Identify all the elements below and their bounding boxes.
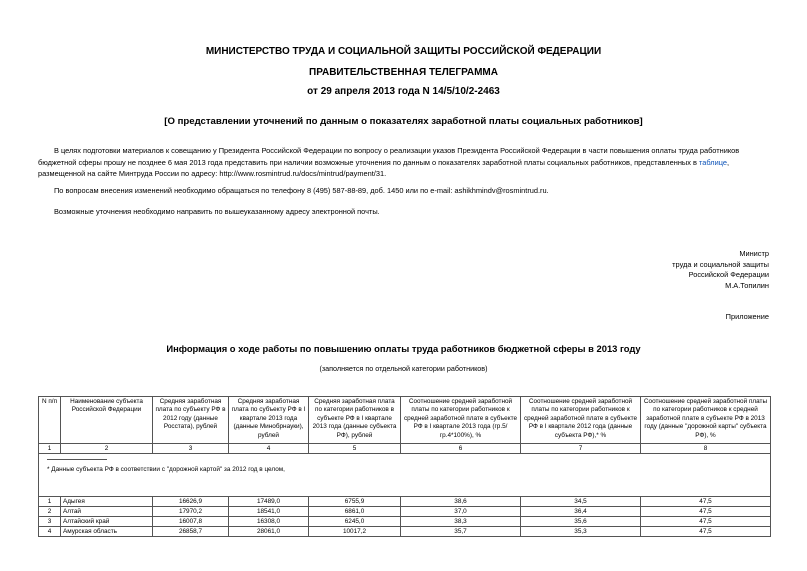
table-row bbox=[39, 527, 771, 537]
column-header: Соотношение средней заработной платы по категории работников к средней заработной плате в субъекте РФ в I квартале 2012 года (данные субъекта РФ),* % bbox=[521, 397, 641, 444]
document-subject: [О представлении уточнений по данным о показателях заработной платы социальных работников] bbox=[164, 116, 643, 127]
table-cell: 16308,0 bbox=[229, 517, 309, 527]
table-cell: 18541,0 bbox=[229, 507, 309, 517]
table-cell: 36,4 bbox=[521, 507, 641, 517]
appendix-subtitle: (заполняется по отдельной категории работников) bbox=[319, 364, 488, 373]
appendix-label: Приложение bbox=[725, 312, 769, 321]
row-number: 4 bbox=[39, 527, 61, 537]
table-cell: 10017,2 bbox=[309, 527, 401, 537]
table-cell: 38,3 bbox=[401, 517, 521, 527]
column-number: 5 bbox=[309, 444, 401, 454]
footnote-cell bbox=[39, 454, 771, 497]
table-row bbox=[39, 507, 771, 517]
table-cell: 6861,0 bbox=[309, 507, 401, 517]
column-header: Наименование субъекта Российской Федерации bbox=[61, 397, 153, 444]
table-cell: 35,3 bbox=[521, 527, 641, 537]
table-row bbox=[39, 517, 771, 527]
column-number: 1 bbox=[39, 444, 61, 454]
region-name: Амурская область bbox=[61, 527, 153, 537]
row-number: 3 bbox=[39, 517, 61, 527]
table-header-row bbox=[39, 397, 771, 444]
column-number: 7 bbox=[521, 444, 641, 454]
table-cell: 35,7 bbox=[401, 527, 521, 537]
region-name: Алтайский край bbox=[61, 517, 153, 527]
table-cell: 38,6 bbox=[401, 497, 521, 507]
signature-name: М.А.Топилин bbox=[725, 281, 769, 290]
table-cell: 37,0 bbox=[401, 507, 521, 517]
column-number: 8 bbox=[641, 444, 771, 454]
row-number: 1 bbox=[39, 497, 61, 507]
footnote-text: * Данные субъекта РФ в соответствии с "дорожной картой" за 2012 год в целом, bbox=[47, 466, 285, 473]
document-date-number: от 29 апреля 2013 года N 14/5/10/2-2463 bbox=[307, 86, 500, 97]
table-cell: 47,5 bbox=[641, 517, 771, 527]
body-paragraph-3: Возможные уточнения необходимо направить по вышеуказанному адресу электронной почты. bbox=[54, 207, 380, 216]
table-cell: 47,5 bbox=[641, 497, 771, 507]
column-number: 4 bbox=[229, 444, 309, 454]
column-number-row bbox=[39, 444, 771, 454]
region-name: Алтай bbox=[61, 507, 153, 517]
table-cell: 34,5 bbox=[521, 497, 641, 507]
document-type: ПРАВИТЕЛЬСТВЕННАЯ ТЕЛЕГРАММА bbox=[309, 67, 498, 78]
table-cell: 16007,8 bbox=[153, 517, 229, 527]
column-number: 2 bbox=[61, 444, 153, 454]
signature-ministry: труда и социальной защиты bbox=[672, 260, 769, 269]
footnote-separator bbox=[47, 459, 107, 460]
table-cell: 17489,0 bbox=[229, 497, 309, 507]
row-number: 2 bbox=[39, 507, 61, 517]
body-paragraph-1 bbox=[38, 145, 770, 180]
body-paragraph-2: По вопросам внесения изменений необходимо обращаться по телефону 8 (495) 587-88-89, доб. 1450 или по e-mail: ashikhmindv@rosmintrud.ru. bbox=[54, 186, 549, 195]
ministry-heading: МИНИСТЕРСТВО ТРУДА И СОЦИАЛЬНОЙ ЗАЩИТЫ РОССИЙСКОЙ ФЕДЕРАЦИИ bbox=[205, 46, 602, 57]
table-cell: 35,6 bbox=[521, 517, 641, 527]
table-row bbox=[39, 497, 771, 507]
column-header: N п/п bbox=[39, 397, 61, 444]
table-cell: 17970,2 bbox=[153, 507, 229, 517]
table-cell: 16626,9 bbox=[153, 497, 229, 507]
column-header: Средняя заработная плата по субъекту РФ в 2012 году (данные Росстата), рублей bbox=[153, 397, 229, 444]
table-link[interactable]: таблице bbox=[698, 157, 727, 167]
table-cell: 47,5 bbox=[641, 507, 771, 517]
footnote-row bbox=[39, 454, 771, 497]
column-number: 6 bbox=[401, 444, 521, 454]
paragraph-text: , размещенной на сайте Минтруда России по адресу: http://www.rosmintrud.ru/docs/mintrud/payment/31. bbox=[38, 157, 730, 178]
region-name: Адыгея bbox=[61, 497, 153, 507]
signature-title: Министр bbox=[739, 249, 769, 258]
appendix-title: Информация о ходе работы по повышению оплаты труда работников бюджетной сферы в 2013 году bbox=[166, 343, 641, 354]
salary-table bbox=[38, 396, 771, 537]
column-header: Соотношение средней заработной платы по категории работников к средней заработной плате в субъекте РФ в I квартале 2013 года (гр.5/гр.4*100%), % bbox=[401, 397, 521, 444]
table-cell: 28061,0 bbox=[229, 527, 309, 537]
table-cell: 47,5 bbox=[641, 527, 771, 537]
table-cell: 26858,7 bbox=[153, 527, 229, 537]
column-header: Средняя заработная плата по категории работников в субъекте РФ в I квартале 2013 года (данные субъекта РФ), рублей bbox=[309, 397, 401, 444]
column-header: Средняя заработная плата по субъекту РФ в I квартале 2013 года (данные Минобрнауки), рублей bbox=[229, 397, 309, 444]
signature-country: Российской Федерации bbox=[688, 270, 769, 279]
column-header: Соотношение средней заработной платы по категории работников к средней заработной плате в субъекте РФ в 2013 году (данные "дорожной карты" субъекта РФ), % bbox=[641, 397, 771, 444]
table-cell: 6245,0 bbox=[309, 517, 401, 527]
paragraph-text: В целях подготовки материалов к совещанию у Президента Российской Федерации по вопросу о реализации указов Президента Российской Федерации в части повышения оплаты труда работников бюджетной сферы прошу не позднее 6 мая 2013 года представить при наличии возможные уточнения по данным о показателях заработной платы социальных работников, представленных в bbox=[38, 146, 740, 167]
table-cell: 6755,9 bbox=[309, 497, 401, 507]
column-number: 3 bbox=[153, 444, 229, 454]
